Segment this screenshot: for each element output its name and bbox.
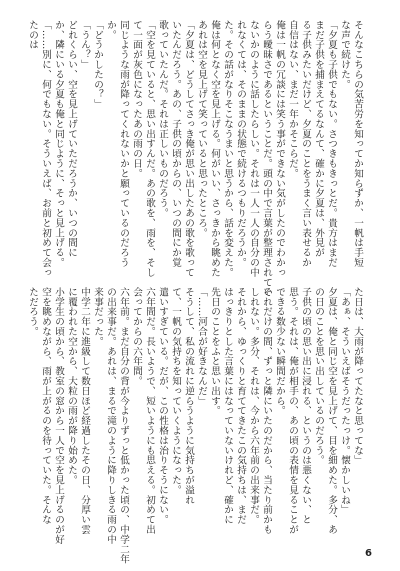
vertical-text-block-bottom: た日は、大雨が降ってたなと思ってな」 「あぁ、そういえばそうだったっけ。懐かしいね」 夕夏は、俺と同じ空を見上げて、目を細めた。多分、あ の日のことを思い出しているのだろう。 子供の頃の思い出に浸れる、というのは悪くない、と 思う。それは、俺が相手の、あの頃の表情を見ることが できる数少ない瞬間だから。 それだけの間、ずっと隣にいたのだから、当たり前かも しれない。多分、それは、今から六年前の出来事だ。 それから、ゆっくりと育ててきたこの気持ちは、まだ はっきりとした言葉にはなっていないけれど、確かに 先日のことをふと思い出す。 「……河合が好きなんだ」 そうして、私の流れに逆らうように気持ちが溢れ て、一帆の気持ちを知っていくようになった。 遣いすぎている。だが、この性格は治りそうにない。 六年間だ。長いようで、短いようにも思える。初めて出 会ってからの六年間。 六年前。まだ自分の背が今よりずっと低かった頃の、中学二年 の出来事だ。あれは、まるで滝のように降りしきる雨の中 来事だった。 中学二年に進級して数日ほど経過したその日、分厚い雲 に覆われた空から、大粒の雨が降り始めた。 小学生の頃から、教室の窓から一人で空を見上げるのが好 空を眺めながら、雨が上がるのを待っていた。そんな ただろう。 bbox=[27, 287, 363, 565]
vertical-text-block-top: そんなこちらの気苦労を知ってか知らずか、一帆は手短 な声で続けた。 「夕夏も子供でもない。さつきもきっとだ。貴方はまだ まだ子供を捕まえてるなんて、確かに夕夏は、外見が る子供みたいだけど、夕夏のことをうまく言い表せるか 自信はない、まだ一年かそこらだ。 俺は一帆の冗談には笑う事ができない気がしたのでわかっ らう曖昧さであるということだ。頭の中で言葉が整理されてい ないかのように話したらしい。それは一人一人の自分の中 れなくては、そのままの状態で続けるつもりだろうか。 た。その話がなりそこなうまいと思うから、話を変えた。 俺は何となく空を見上げる。何がいい、さっきから眺めた あれは空を見上げて笑っていると思ったところ。 「夕夏は、どうしてさっき俺が思い出したあの歌を歌って いたんだろう。あの、子供の頃からの、いつの間にか覚 歌っていたんだ。それは正しいものだろう。 「空を見ていると、思い出すんだ。あの歌を、雨を、そし て一面が灰色になったあの雨の日。 同じような雨が降ってくれないかと願っているのだろう か。 「どうかしたの？」 「うん？」 どれくらい、空を見上げていただろうか、いつの間に か、隣にいる夕夏も俺と同じように、そっと見上げる。 「……別に、何でもない。そういえば、お前と初めて会っ たのは bbox=[27, 20, 363, 298]
page-number: 6 bbox=[365, 548, 372, 559]
